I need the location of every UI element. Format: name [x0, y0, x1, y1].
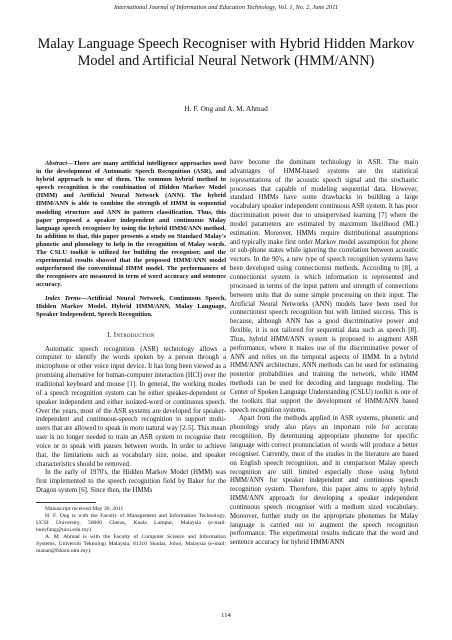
body-paragraph: Apart from the methods applied in ASR systems, phonetic and phonology study also plays an important role for accurate recognition. By determining appropriate phoneme for specific language with correct pronunciation of words will produce a better recogniser. Currently, most of the studies in the literature are based on English speech recognition, and in comparison Malay speech recognition are still limited especially those using hybrid HMM/ANN for speaker independent and continuous speech recognition system. Therefore, this paper aims to apply hybrid HMM/ANN approach for developing a speaker independent continuous speech recogniser with a medium sized vocabulary. Moreover, further study on the appropriate phonemes for Malay language is carried out to augment the speech recognition performance. The experimental results indicate that the word and sentence accuracy for hybrid HMM/ANN [230, 415, 418, 547]
left-column [36, 160, 226, 555]
index-terms [36, 295, 226, 319]
index-terms-text: —Artificial Neural Network, Continuous Speech, Hidden Markov Model, Hybrid HMM/ANN, Malay Language, Speaker Independent, Speech Recognition. [36, 294, 226, 318]
intro-paragraph: In the early of 1970's, the Hidden Markov Model (HMM) was first implemented to the speech recognition field by Baker for the Dragon system [6]. Since then, the HMMs [36, 469, 226, 495]
section-heading-introduction: I. Introduction [107, 330, 155, 339]
paper-title: Malay Language Speech Recogniser with Hybrid Hidden Markov Model and Artificial Neural Network (HMM/ANN) [37, 36, 415, 69]
abstract-text: —There are many artificial intelligence approaches used in the development of Automatic Speech Recognition (ASR), and hybrid approach is one of them. The common hybrid method in speech recognition is the combination of Hidden Markov Model (HMM) and Artificial Neural Network (ANN). The hybrid HMM/ANN is able to combine the strength of HMM in sequential modeling structure and ANN in pattern classification. Thus, this paper proposed a speaker independent and continuous Malay language speech recogniser by using the hybrid HMM/ANN method. In addition to that, this paper presents a study on Standard Malay's phonetic and phonology to help in the recognition of Malay words. The CSLU toolkit is utilized for building the recogniser, and the experimental results showed that the proposed HMM/ANN model outperformed the conventional HMM model. The performances of the recognisers are measured in term of word accuracy and sentence accuracy. [36, 160, 226, 289]
author-line: H. F. Ong and A. M. Ahmad [184, 104, 268, 113]
body-paragraph: have become the dominant technology in ASR. The main advantages of HMM-based systems are the statistical representations of the acoustic speech signal and the stochastic processes that capable of modeling sequential data. However, standard HMMs have some drawbacks in building a large vocabulary speaker independent continuous ASR system. It has poor discrimination power due to unsupervised learning [7] where the model parameters are estimated by maximum likelihood (ML) estimation. Moreover, HMMs require distributional assumptions and typically make first order Markov model assumption for phone or sub-phone states while ignoring the correlation between acoustic vectors. In the 90's, a new type of speech recognition systems have been developed using connectionist methods. According to [8], a connectionist system is which information is represented and processed in terms of the input pattern and strength of connections between units that do some simple processing on their input. The Artificial Neural Networks (ANN) models have been used for connectionist speech recognition but with limited success. This is because, although ANN has a good discriminative power and flexible, it is not tailored for sequential data such as speech [8]. Thus, hybrid HMM/ANN system is proposed to augment ASR performance, where it makes use of the discriminative power of ANN and relies on the temporal aspects of HMM. In a hybrid HMM/ANN architecture, ANN methods can be used for estimating posterior probabilities and training the network, while HMM methods can be used for decoding and language modeling. The Center of Spoken Language Understanding (CSLU) toolkit is one of the toolkits that support the development of HMM/ANN based speech recognition systems. [230, 159, 418, 414]
footnotes [36, 506, 226, 555]
intro-paragraph: Automatic speech recognition (ASR) technology allows a computer to identify the words spoken by a person through a microphone or other voice input device. It has long been viewed as a promising alternative for human-computer interaction (HCI) over the traditional keyboard and mouse [1]. In general, the working modes of a speech recognition system can be either speaker-dependent or speaker independent and either isolated-word or continuous speech. Over the years, most of the ASR systems are developed for speaker-independent and continuous-speech recognition to support multi-users that are allowed to speak in more natural way [2-5]. This mean user is no longer needed to train an ASR system to recognise their voice or to speak with pauses between words. In order to achieve that, the limitations such as vocabulary size, noise, and speaker characteristics should be removed. [36, 345, 226, 468]
footnote-author-ong: H. F. Ong is with the Faculty of Management and Information Technology, UCSI University, 56000 Cheras, Kuala Lumpur, Malaysia (e-mail: hueyfang@ucsi.edu.my). [36, 512, 226, 533]
journal-header: International Journal of Information and Education Technology, Vol. 1, No. 2, June 2011 [113, 4, 339, 11]
footnote-author-ahmad: A. M. Ahmad is with the Faculty of Computer Science and Information Systems, Universiti Teknologi Malaysia, 81310 Skudai, Johor, Malaysia (e-mail: manan@fsksm.utm.my). [36, 533, 226, 554]
right-column [230, 159, 418, 548]
page-number: 114 [221, 612, 231, 619]
index-terms-label: Index Terms [45, 294, 81, 302]
abstract-label: Abstract [45, 160, 68, 167]
footnote-divider [36, 502, 96, 503]
abstract [36, 160, 226, 290]
footnote-manuscript: Manuscript received May 30, 2011 [45, 505, 124, 512]
